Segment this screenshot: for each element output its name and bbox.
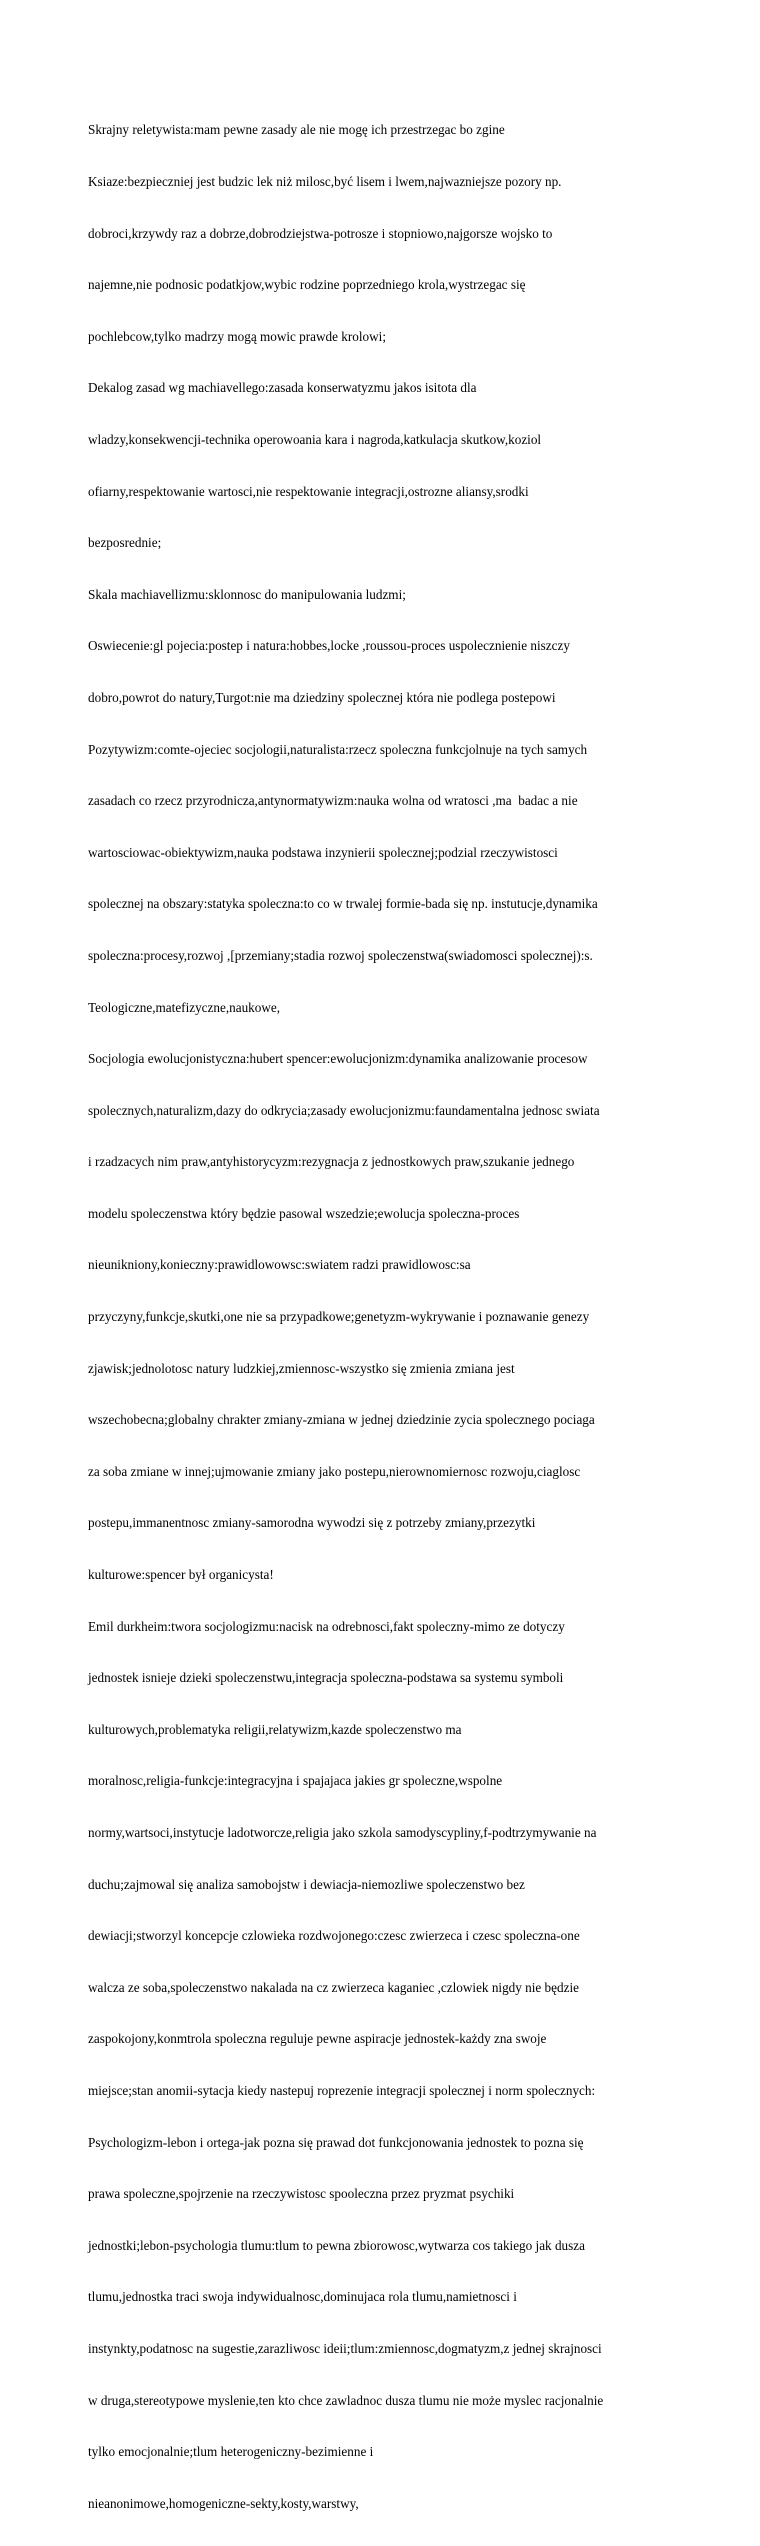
text-line: Psychologizm-lebon i ortega-jak pozna się prawad dot funkcjonowania jednostek to pozna się [88,2134,584,2150]
text-line: miejsce;stan anomii-sytacja kiedy nastepuj roprezenie integracji spolecznej i norm spolecznych: [88,2082,596,2098]
text-line: dobroci,krzywdy raz a dobrze,dobrodziejstwa-potrosze i stopniowo,najgorsze wojsko to [88,225,553,241]
text-line: kulturowych,problematyka religii,relatywizm,kazde spoleczenstwo ma [88,1721,462,1737]
text-line: pochlebcow,tylko madrzy mogą mowic prawde krolowi; [88,328,386,344]
text-line: modelu spoleczenstwa który będzie pasowal wszedzie;ewolucja spoleczna-proces [88,1205,520,1221]
text-line: przyczyny,funkcje,skutki,one nie sa przypadkowe;genetyzm-wykrywanie i poznawanie genezy [88,1309,590,1325]
text-line: dewiacji;stworzyl koncepcje czlowieka rozdwojonego:czesc zwierzeca i czesc spoleczna-one [88,1928,580,1944]
text-line: nieanonimowe,homogeniczne-sekty,kosty,warstwy, [88,2495,359,2511]
text-line: za soba zmiane w innej;ujmowanie zmiany jako postepu,nierownomiernosc rozwoju,ciaglosc [88,1463,581,1479]
text-line: Pozytywizm:comte-ojeciec socjologii,naturalista:rzecz spoleczna funkcjolnuje na tych samych [88,741,588,757]
text-line: Oswiecenie:gl pojecia:postep i natura:hobbes,locke ,roussou-proces uspolecznienie niszczy [88,638,570,654]
text-line: wladzy,konsekwencji-technika operowoania kara i nagroda,katkulacja skutkow,koziol [88,431,542,447]
text-line: i rzadzacych nim praw,antyhistorycyzm:rezygnacja z jednostkowych praw,szukanie jednego [88,1154,575,1170]
text-line: bezposrednie; [88,535,162,551]
text-line: instynkty,podatnosc na sugestie,zarazliwosc ideii;tlum:zmiennosc,dogmatyzm,z jednej skrajnosci [88,2340,602,2356]
text-line: tylko emocjonalnie;tlum heterogeniczny-bezimienne i [88,2444,374,2460]
text-line: moralnosc,religia-funkcje:integracyjna i spajajaca jakies gr spoleczne,wspolne [88,1773,503,1789]
text-line: normy,wartsoci,instytucje ladotworcze,religia jako szkola samodyscypliny,f-podtrzymywanie na [88,1825,597,1840]
text-line: wartosciowac-obiektywizm,nauka podstawa inzynierii spolecznej;podzial rzeczywistosci [88,844,558,860]
text-line: wszechobecna;globalny chrakter zmiany-zmiana w jednej dziedzinie zycia spolecznego pociaga [88,1412,595,1428]
text-line: Skrajny reletywista:mam pewne zasady ale nie mogę ich przestrzegac bo zgine [88,122,505,138]
text-line: spolecznych,naturalizm,dazy do odkrycia;zasady ewolucjonizmu:faundamentalna jednosc swiata [88,1102,600,1118]
text-line: najemne,nie podnosic podatkjow,wybic rodzine poprzedniego krola,wystrzegac się [88,277,526,293]
text-line: duchu;zajmowal się analiza samobojstw i dewiacja-niemozliwe spoleczenstwo bez [88,1876,525,1892]
text-line: walcza ze soba,spoleczenstwo nakalada na cz zwierzeca kaganiec ,czlowiek nigdy nie będzie [88,1979,579,1995]
text-line: spoleczna:procesy,rozwoj ,[przemiany;stadia rozwoj spoleczenstwa(swiadomosci spolecznej):s. [88,947,593,963]
text-line: Socjologia ewolucjonistyczna:hubert spencer:ewolucjonizm:dynamika analizowanie procesow [88,1051,588,1067]
text-line: spolecznej na obszary:statyka spoleczna:to co w trwalej formie-bada się np. instutucje,dynamika [88,896,598,912]
text-line: prawa spoleczne,spojrzenie na rzeczywistosc spooleczna przez pryzmat psychiki [88,2186,515,2202]
text-line: Ksiaze:bezpieczniej jest budzic lek niż milosc,być lisem i lwem,najwazniejsze pozory np. [88,174,562,189]
text-line: zaspokojony,konmtrola spoleczna reguluje pewne aspiracje jednostek-każdy zna swoje [88,2031,547,2047]
text-line: postepu,immanentnosc zmiany-samorodna wywodzi się z potrzeby zmiany,przezytki [88,1515,536,1531]
text-line: Emil durkheim:twora socjologizmu:nacisk na odrebnosci,fakt spoleczny-mimo ze dotyczy [88,1618,565,1634]
text-line: zasadach co rzecz przyrodnicza,antynormatywizm:nauka wolna od wratosci ,ma badac a nie [88,793,578,809]
text-line: nieunikniony,konieczny:prawidlowowsc:swiatem radzi prawidlowosc:sa [88,1257,471,1273]
text-line: ofiarny,respektowanie wartosci,nie respektowanie integracji,ostrozne aliansy,srodki [88,483,529,499]
document-body [88,87,688,2546]
text-line: jednostek isnieje dzieki spoleczenstwu,integracja spoleczna-podstawa sa systemu symboli [88,1670,564,1686]
text-line: dobro,powrot do natury,Turgot:nie ma dziedziny spolecznej która nie podlega postepowi [88,689,556,705]
text-line: Teologiczne,matefizyczne,naukowe, [88,999,281,1015]
text-line: zjawisk;jednolotosc natury ludzkiej,zmiennosc-wszystko się zmienia zmiana jest [88,1360,515,1376]
text-line: Skala machiavellizmu:sklonnosc do manipulowania ludzmi; [88,586,406,602]
text-line: w druga,stereotypowe myslenie,ten kto chce zawladnoc dusza tlumu nie może myslec racjonalnie [88,2392,604,2408]
text-line: jednostki;lebon-psychologia tlumu:tlum to pewna zbiorowosc,wytwarza cos takiego jak dusza [88,2237,585,2253]
text-line: Dekalog zasad wg machiavellego:zasada konserwatyzmu jakos isitota dla [88,380,477,396]
text-line: kulturowe:spencer był organicysta! [88,1567,274,1583]
text-line: tlumu,jednostka traci swoja indywidualnosc,dominujaca rola tlumu,namietnosci i [88,2289,517,2305]
